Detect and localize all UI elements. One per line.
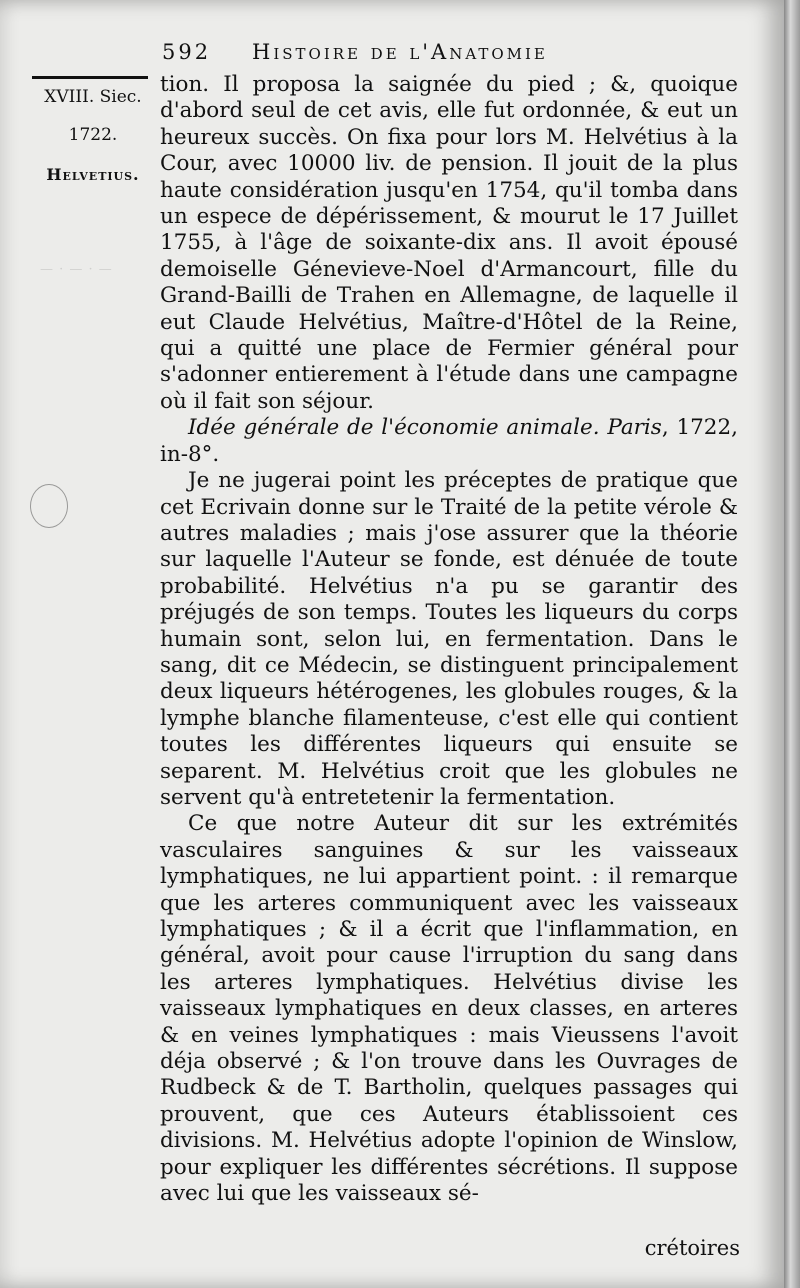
bibliography-title: Idée générale de l'économie animale. Paris [188, 415, 662, 441]
paragraph-3: Ce que notre Auteur dit sur les extrémités vasculaires sanguines & sur les vaisseaux lymphatiques, ne lui appartient point. : il remarque que les arteres communiquent avec les vaisseaux lymphatiques ; & il a écrit que l'inflammation, en général, avoit pour cause l'irruption du sang dans les arteres lymphatiques. Helvétius divise les vaisseaux lymphatiques en deux classes, en arteres & en veines lymphatiques : mais Vieussens l'avoit déja observé ; & l'on trouve dans les Ouvrages de Rudbeck & de T. Bartholin, quelques passages qui prouvent, que ces Auteurs établissoient ces divisions. M. Helvétius adopte l'opinion de Winslow, pour expliquer les différentes sécrétions. Il suppose avec lui que les vaisseaux sé- [160, 811, 738, 1207]
bleed-through-text: — · — · — [40, 262, 113, 277]
paper-hole [30, 484, 68, 528]
main-text [160, 72, 738, 1207]
page-number: 592 [162, 40, 212, 64]
bibliography-entry [160, 415, 738, 468]
margin-rule [32, 76, 148, 79]
running-title: Histoire de l'Anatomie [252, 40, 548, 64]
page-edge [784, 0, 800, 1288]
catchword: crétoires [644, 1236, 740, 1260]
bibliography-details: , 1722, in-8°. [160, 415, 738, 467]
paragraph-1: tion. Il proposa la saignée du pied ; &, quoique d'abord seul de cet avis, elle fut ordonnée, & eut un heureux succès. On fixa pour lors M. Helvétius à la Cour, avec 10000 liv. de pension. Il jouit de la plus haute considération jusqu'en 1754, qu'il tomba dans un espece de dépérissement, & mourut le 17 Juillet 1755, à l'âge de soixante-dix ans. Il avoit épousé demoiselle Génevieve-Noel d'Armancourt, fille du Grand-Bailli de Trahen en Allemagne, de laquelle il eut Claude Helvétius, Maître-d'Hôtel de la Reine, qui a quitté une place de Fermier général pour s'adonner entierement à l'étude dans une campagne où il fait son séjour. [160, 72, 738, 414]
margin-author-name: Helvetius. [46, 165, 140, 184]
margin-century: XVIII. Siec. [44, 87, 142, 107]
margin-year: 1722. [68, 125, 118, 145]
page-header [162, 40, 722, 74]
paragraph-2: Je ne jugerai point les préceptes de pratique que cet Ecrivain donne sur le Traité de la petite vérole & autres maladies ; mais j'ose assurer que la théorie sur laquelle l'Auteur se fonde, est dénuée de toute probabilité. Helvétius n'a pu se garantir des préjugés de son temps. Toutes les liqueurs du corps humain sont, selon lui, en fermentation. Dans le sang, dit ce Médecin, se distinguent principalement deux liqueurs hétérogenes, les globules rouges, & la lymphe blanche filamenteuse, c'est elle qui contient toutes les différentes liqueurs qui ensuite se separent. M. Helvétius croit que les globules ne servent qu'à entretetenir la fermentation. [160, 468, 738, 810]
